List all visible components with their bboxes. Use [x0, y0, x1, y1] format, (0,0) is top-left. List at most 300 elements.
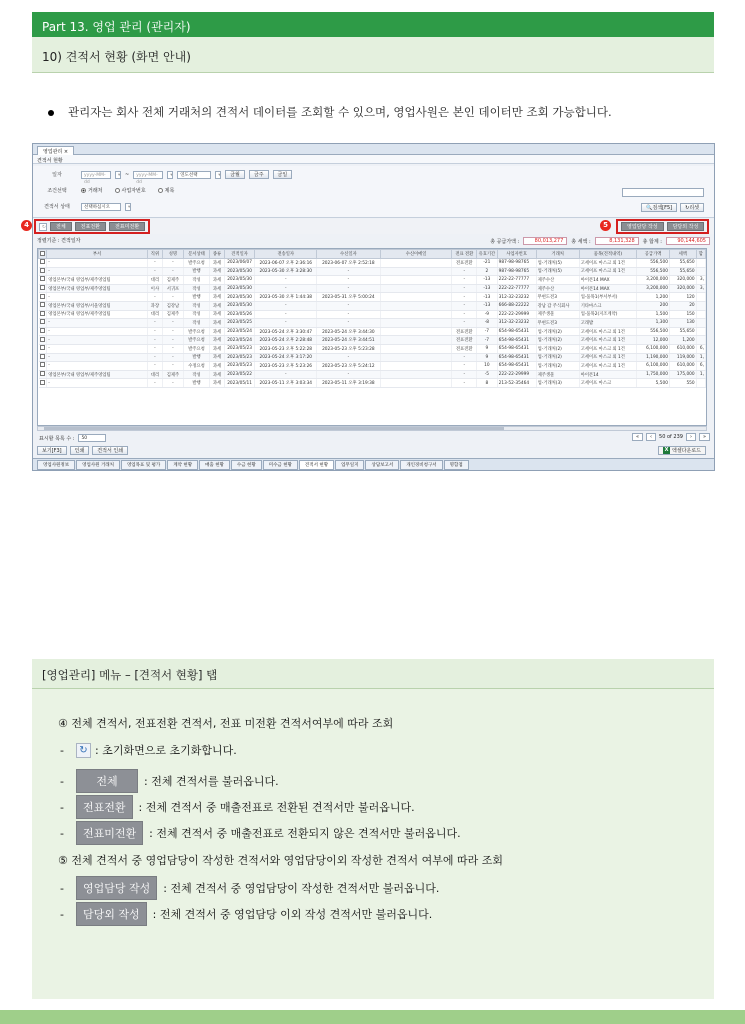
table-cell: 556,500 [637, 327, 670, 336]
table-row[interactable] [39, 301, 706, 310]
box-marker-4 [34, 219, 150, 234]
table-cell: 2023-05-24 오후 2:28:48 [255, 336, 317, 345]
table-cell: -7 [477, 327, 498, 336]
table-cell: 8 [477, 379, 498, 388]
row-checkbox[interactable] [39, 370, 47, 379]
filter-row-condition [37, 185, 182, 196]
summary-row [37, 237, 710, 246]
table-cell: 과세 [210, 362, 224, 371]
table-cell: - [452, 276, 477, 285]
bottom-tabstrip [33, 458, 714, 470]
table-cell [380, 362, 452, 371]
bottom-tab[interactable]: 영업목표 및 평가 [121, 460, 166, 470]
table-cell: 320,000 [669, 284, 696, 293]
table-cell: - [47, 319, 148, 328]
table-cell: 대리 [147, 370, 162, 379]
section-title-bar [32, 37, 714, 73]
table-cell: 2023-05-24 오후 3:44:30 [317, 327, 381, 336]
column-header[interactable]: 부서 [47, 250, 148, 259]
table-cell [380, 259, 452, 268]
table-cell: 강남 갑 주식회사 [536, 301, 579, 310]
column-header[interactable]: 성명 [163, 250, 184, 259]
guide-title-bar [32, 659, 714, 689]
date-to-input[interactable]: yyyy-MM-dd [133, 171, 163, 179]
column-header[interactable]: 전표 전환 [452, 250, 477, 259]
rep-written-chip: 영업담당 작성 [76, 876, 157, 900]
table-cell: 1, [696, 370, 705, 379]
table-cell: 2023/05/25 [224, 319, 255, 328]
table-cell: 이사 [147, 284, 162, 293]
bottom-tab[interactable]: 업무일지 [335, 460, 364, 470]
table-cell: 작성 [183, 284, 210, 293]
table-cell: 과세 [210, 319, 224, 328]
table-row[interactable] [39, 353, 706, 362]
table-cell: 9 [477, 353, 498, 362]
table-cell [380, 336, 452, 345]
table-cell: 과세 [210, 267, 224, 276]
table-cell: 2023-05-24 오후 3:17:20 [255, 353, 317, 362]
non-rep-written-button[interactable]: 담당외 작성 [667, 222, 705, 231]
table-cell: 3, [696, 284, 705, 293]
filter-row-status [37, 201, 131, 212]
table-cell: 20 [669, 301, 696, 310]
table-cell: 2023/05/23 [224, 362, 255, 371]
table-cell: - [47, 336, 148, 345]
app-screenshot [32, 143, 715, 471]
table-cell: 550 [669, 379, 696, 388]
table-row[interactable] [39, 276, 706, 285]
table-cell: 고세이프 마스크 외 1건 [579, 267, 636, 276]
table-cell: 3,200,000 [637, 284, 670, 293]
table-cell: 213-52-35464 [497, 379, 536, 388]
table-cell: 222-22-77777 [497, 284, 536, 293]
table-cell: 과세 [210, 284, 224, 293]
table-cell: - [452, 267, 477, 276]
table-cell: 영업본부/국내 영업부/제주영업팀 [47, 370, 148, 379]
window-tab[interactable]: 영업관리 × [37, 146, 74, 155]
table-cell: 2023-05-23 오후 5:24:12 [317, 362, 381, 371]
row-checkbox[interactable] [39, 379, 47, 388]
table-cell: 2023/05/23 [224, 353, 255, 362]
table-cell: - [255, 370, 317, 379]
date-label: 일자 [52, 172, 62, 178]
bottom-tab[interactable]: 매출 현황 [199, 460, 230, 470]
status-label: 견적서 상태 [44, 204, 70, 210]
table-row[interactable] [39, 344, 706, 353]
table-cell: 고세이프 마스크 외 1건 [579, 353, 636, 362]
radio-customer[interactable]: 거래처 [81, 187, 103, 194]
column-header[interactable]: 견적일자 [224, 250, 255, 259]
marker-5: 5 [600, 220, 611, 231]
part-title: Part 13. 영업 관리 (관리자) [42, 20, 191, 34]
table-cell: 작성 [183, 301, 210, 310]
bottom-tab[interactable]: 명함첩 [444, 460, 469, 470]
table-row[interactable] [39, 336, 706, 345]
window-tabstrip [33, 144, 714, 155]
table-cell: - [452, 353, 477, 362]
bullet-dot-icon [48, 110, 54, 116]
table-cell: 업-거래처(2) [536, 353, 579, 362]
table-cell: 2023/05/24 [224, 336, 255, 345]
table-cell: 과세 [210, 293, 224, 302]
table-cell: 6,100,000 [637, 362, 670, 371]
table-cell: 2023-05-30 오후 3:28:30 [255, 267, 317, 276]
converted-button[interactable]: 전표전환 [75, 222, 106, 231]
print-button[interactable]: 인쇄 [70, 446, 90, 455]
table-cell: 130 [669, 319, 696, 328]
table-cell: 수정요청 [183, 362, 210, 371]
table-cell: 업-거래처(5) [536, 267, 579, 276]
table-cell: 3, [696, 276, 705, 285]
table-cell: 무현도전3 [536, 293, 579, 302]
guide-item-5: ⑤ 전체 견적서 중 영업담당이 작성한 견적서와 영업담당이외 작성한 견적서 여부에 따라 조회 [58, 854, 503, 867]
table-cell: - [163, 327, 184, 336]
bottom-tab[interactable]: 상담보고서 [365, 460, 399, 470]
table-cell: - [47, 327, 148, 336]
table-cell: 발주요청 [183, 259, 210, 268]
table-cell: 654-98-65431 [497, 353, 536, 362]
row-checkbox[interactable] [39, 327, 47, 336]
table-cell: 1,200 [637, 293, 670, 302]
table-cell [380, 379, 452, 388]
table-cell [696, 310, 705, 319]
pager-bar [37, 432, 710, 443]
table-row[interactable] [39, 379, 706, 388]
table-cell: 발행 [183, 267, 210, 276]
print-quote-button[interactable]: 견적서 인쇄 [92, 446, 128, 455]
date-from-input[interactable]: yyyy-MM-dd [81, 171, 111, 179]
day-button[interactable]: 금일 [273, 170, 293, 179]
table-cell: - [147, 327, 162, 336]
table-cell: - [452, 379, 477, 388]
table-cell: - [255, 310, 317, 319]
table-cell: 고세이프 마스크 [579, 379, 636, 388]
table-row[interactable] [39, 327, 706, 336]
column-header[interactable]: 합 [696, 250, 705, 259]
row-checkbox[interactable] [39, 362, 47, 371]
marker-4: 4 [21, 220, 32, 231]
row-checkbox[interactable] [39, 267, 47, 276]
quote-grid [37, 248, 707, 426]
table-cell: 654-98-65431 [497, 327, 536, 336]
table-cell: 312-32-23232 [497, 319, 536, 328]
table-cell: -9 [477, 310, 498, 319]
table-cell: 무현도전3 [536, 319, 579, 328]
year-dropdown[interactable]: ▾ [215, 171, 221, 179]
table-cell: 작성 [183, 370, 210, 379]
table-cell: 과세 [210, 327, 224, 336]
table-cell: 2023/05/22 [224, 370, 255, 379]
search-icon: 🔍 [646, 205, 653, 211]
table-cell: - [47, 353, 148, 362]
table-cell: 아이폰14 MAX [579, 276, 636, 285]
table-cell: 2023-05-23 오후 5:23:26 [255, 362, 317, 371]
row-checkbox[interactable] [39, 310, 47, 319]
guide-item-4: ④ 전체 견적서, 전표전환 견적서, 전표 미전환 견적서여부에 따라 조회 [58, 717, 394, 730]
table-cell [380, 276, 452, 285]
table-cell: 김제주 [163, 310, 184, 319]
table-cell: 222-22-29999 [497, 310, 536, 319]
column-header[interactable]: 수신이메일 [380, 250, 452, 259]
table-cell [380, 319, 452, 328]
intro-paragraph [48, 104, 612, 120]
table-cell: 1,200 [669, 336, 696, 345]
tax-total: 8,131,328 [595, 237, 639, 245]
bottom-tab[interactable]: 영업사원 거래처 [76, 460, 120, 470]
date-to-dropdown[interactable]: ▾ [167, 171, 173, 179]
table-cell: - [317, 319, 381, 328]
year-select[interactable]: 연도선택 [177, 171, 211, 179]
supply-total: 80,013,277 [523, 237, 567, 245]
table-cell: 556,500 [637, 267, 670, 276]
table-cell: 2023/05/11 [224, 379, 255, 388]
search-buttons [641, 203, 704, 212]
table-cell: 발주요청 [183, 336, 210, 345]
table-cell: -13 [477, 284, 498, 293]
table-cell: 김제주 [163, 276, 184, 285]
table-cell: 과세 [210, 310, 224, 319]
table-row[interactable] [39, 370, 706, 379]
table-row[interactable] [39, 293, 706, 302]
excel-download-button[interactable]: X 엑셀다운로드 [658, 446, 706, 455]
table-cell: 1,500 [637, 310, 670, 319]
table-cell: 고세이프 마스크 외 1건 [579, 259, 636, 268]
table-cell: 2023/05/30 [224, 301, 255, 310]
table-cell: -13 [477, 301, 498, 310]
table-cell: 제주수산 [536, 284, 579, 293]
column-header[interactable]: 세액 [669, 250, 696, 259]
table-cell: 120 [669, 293, 696, 302]
status-dropdown[interactable]: ▾ [125, 203, 131, 211]
table-cell: 발행 [183, 293, 210, 302]
table-cell: 업-거래처(2) [536, 327, 579, 336]
table-cell: - [317, 310, 381, 319]
table-cell: 9 [477, 344, 498, 353]
table-cell [696, 327, 705, 336]
row-checkbox[interactable] [39, 319, 47, 328]
bottom-tab[interactable]: 미수금 현황 [263, 460, 298, 470]
all-button[interactable]: 전체 [50, 222, 72, 231]
table-cell: 2023/05/23 [224, 344, 255, 353]
table-cell: - [147, 259, 162, 268]
table-cell: 대리 [147, 310, 162, 319]
horizontal-scrollbar[interactable] [37, 426, 707, 431]
table-row[interactable] [39, 267, 706, 276]
table-cell: 전표전환 [452, 344, 477, 353]
converted-chip: 전표전환 [76, 795, 133, 819]
row-checkbox[interactable] [39, 336, 47, 345]
table-cell: 610,000 [669, 362, 696, 371]
table-cell: 제주생물 [536, 310, 579, 319]
table-cell: 영업본부/국내 영업부/제주영업팀 [47, 276, 148, 285]
guide-sub-refresh: - ↻ : 초기화면으로 초기화합니다. [60, 743, 237, 757]
row-checkbox[interactable] [39, 276, 47, 285]
footer-bar [0, 1010, 745, 1024]
table-cell: 업-거래처(2) [536, 336, 579, 345]
box-marker-5 [616, 219, 709, 234]
table-cell: 발행 [183, 379, 210, 388]
table-row[interactable] [39, 319, 706, 328]
column-header[interactable]: 사업자번호 [497, 250, 536, 259]
table-cell: 영업본부/국내 영업부/제주영업팀 [47, 284, 148, 293]
date-from-dropdown[interactable]: ▾ [115, 171, 121, 179]
refresh-icon: ↻ [76, 743, 91, 758]
table-cell: -7 [477, 336, 498, 345]
table-cell: 1,750,000 [637, 370, 670, 379]
guide-sub-converted: - 전표전환 : 전체 견적서 중 매출전표로 전환된 견적서만 불러옵니다. [60, 795, 415, 819]
table-cell [696, 336, 705, 345]
tax-label: 총 세액 : [571, 238, 591, 245]
row-checkbox[interactable] [39, 353, 47, 362]
bottom-tab[interactable]: 견적서 현황 [299, 460, 334, 470]
first-page-button[interactable]: « [632, 433, 643, 441]
column-header[interactable]: 직위 [147, 250, 162, 259]
table-cell: - [163, 319, 184, 328]
table-cell: - [163, 267, 184, 276]
column-header[interactable]: 품목(견적내역) [579, 250, 636, 259]
table-cell: 610,000 [669, 344, 696, 353]
reset-button[interactable]: ↻리셋 [680, 203, 704, 212]
table-cell: 2023-05-31 오후 5:00:24 [317, 293, 381, 302]
search-keyword-input[interactable] [622, 188, 704, 197]
radio-title[interactable]: 제목 [158, 187, 175, 194]
column-header[interactable]: 종류 [210, 250, 224, 259]
table-cell: 119,000 [669, 353, 696, 362]
prev-page-button[interactable]: ‹ [646, 433, 656, 441]
table-cell [380, 293, 452, 302]
table-row[interactable] [39, 284, 706, 293]
table-cell: 666-88-22222 [497, 301, 536, 310]
table-cell [380, 327, 452, 336]
bottom-tab[interactable]: 영업사원정보 [37, 460, 75, 470]
column-header[interactable]: 유효기간 [477, 250, 498, 259]
table-cell: - [147, 319, 162, 328]
status-select[interactable]: 선택하십시오 [81, 203, 121, 211]
guide-title: [영업관리] 메뉴 – [견적서 현황] 탭 [42, 668, 218, 682]
table-cell: 작성 [183, 310, 210, 319]
table-cell: 1,190,000 [637, 353, 670, 362]
intro-text: 관리자는 회사 전체 거래처의 견적서 데이터를 조회할 수 있으며, 영업사원은 본인 데이터만 조회 가능합니다. [68, 105, 612, 119]
radio-business-number[interactable]: 사업자번호 [115, 187, 146, 194]
table-cell: 아이폰14 MAX [579, 284, 636, 293]
search-button[interactable]: 🔍검색[F5] [641, 203, 677, 212]
select-all-checkbox[interactable] [39, 250, 47, 259]
table-cell: 작성 [183, 276, 210, 285]
table-cell: 2023-05-11 오후 3:03:34 [255, 379, 317, 388]
table-cell: 김제주 [163, 370, 184, 379]
column-header[interactable]: 공급가액 [637, 250, 670, 259]
view-button[interactable]: 보기[F3] [37, 446, 67, 455]
bottom-action-buttons [37, 446, 128, 455]
sales-rep-written-button[interactable]: 영업담당 작성 [621, 222, 664, 231]
table-cell: 업-품목1(부서부서) [579, 293, 636, 302]
row-checkbox[interactable] [39, 344, 47, 353]
guide-sub-all: - 전체 : 전체 견적서를 불러옵니다. [60, 769, 279, 793]
table-row[interactable] [39, 362, 706, 371]
table-cell: - [163, 353, 184, 362]
table-cell: - [255, 319, 317, 328]
column-header[interactable]: 수신일자 [317, 250, 381, 259]
table-row[interactable] [39, 259, 706, 268]
table-cell: -5 [477, 370, 498, 379]
week-button[interactable]: 금주 [249, 170, 269, 179]
condition-label: 조건선택 [47, 188, 67, 194]
table-cell: 200 [637, 301, 670, 310]
row-checkbox[interactable] [39, 293, 47, 302]
page-size-select[interactable]: 50 [78, 434, 106, 442]
table-cell: 10 [477, 362, 498, 371]
table-cell: 과세 [210, 301, 224, 310]
table-cell: - [147, 353, 162, 362]
column-header[interactable]: 문서상태 [183, 250, 210, 259]
table-cell: -21 [477, 259, 498, 268]
next-page-button[interactable]: › [686, 433, 696, 441]
table-cell: - [147, 379, 162, 388]
table-cell: -13 [477, 276, 498, 285]
last-page-button[interactable]: » [699, 433, 710, 441]
table-cell: 2023/05/30 [224, 276, 255, 285]
table-cell: - [317, 353, 381, 362]
month-button[interactable]: 금월 [225, 170, 245, 179]
table-cell: 고세이프 마스크 외 1건 [579, 344, 636, 353]
table-cell: - [452, 362, 477, 371]
table-cell: 2023/05/30 [224, 293, 255, 302]
bottom-tab[interactable]: 개인경비청구서 [400, 460, 442, 470]
bottom-tab[interactable]: 계약 현황 [167, 460, 198, 470]
table-cell: 2023/05/24 [224, 327, 255, 336]
grand-label: 총 합계 : [642, 238, 662, 245]
table-cell: 6, [696, 344, 705, 353]
row-checkbox[interactable] [39, 259, 47, 268]
table-cell: 영업본부/국내 영업부/서울영업팀 [47, 301, 148, 310]
row-checkbox[interactable] [39, 284, 47, 293]
all-chip: 전체 [76, 769, 138, 793]
table-cell: 고세이프 마스크 외 1건 [579, 327, 636, 336]
table-cell [696, 259, 705, 268]
table-cell [380, 344, 452, 353]
table-cell: 과세 [210, 379, 224, 388]
page-status: 50 of 239 [659, 434, 683, 440]
not-converted-button[interactable]: 전표미전환 [109, 222, 145, 231]
part-title-bar [32, 12, 714, 37]
table-cell: 대리 [147, 276, 162, 285]
table-cell [380, 370, 452, 379]
table-cell: 과장 [147, 301, 162, 310]
guide-sub-not-converted: - 전표미전환 : 전체 견적서 중 매출전표로 전환되지 않은 견적서만 불러옵니다. [60, 821, 461, 845]
table-cell: 업-거래처(2) [536, 362, 579, 371]
table-row[interactable] [39, 310, 706, 319]
table-cell: 업-거래처(5) [536, 259, 579, 268]
row-checkbox[interactable] [39, 301, 47, 310]
table-cell: 아이폰14 [579, 370, 636, 379]
table-cell: - [163, 336, 184, 345]
bottom-tab[interactable]: 수금 현황 [231, 460, 262, 470]
table-cell [380, 301, 452, 310]
table-cell: 2023-05-24 오후 3:30:47 [255, 327, 317, 336]
table-cell: - [317, 276, 381, 285]
table-cell: 320,000 [669, 276, 696, 285]
refresh-icon[interactable]: ↻ [39, 223, 47, 231]
table-cell: 5,500 [637, 379, 670, 388]
guide-body [32, 689, 714, 999]
table-cell [696, 379, 705, 388]
table-cell: 서귀포 [163, 284, 184, 293]
column-header[interactable]: 거래처 [536, 250, 579, 259]
table-cell: 제주수산 [536, 276, 579, 285]
table-cell: 발주요청 [183, 327, 210, 336]
column-header[interactable]: 전송일자 [255, 250, 317, 259]
table-cell: - [317, 370, 381, 379]
